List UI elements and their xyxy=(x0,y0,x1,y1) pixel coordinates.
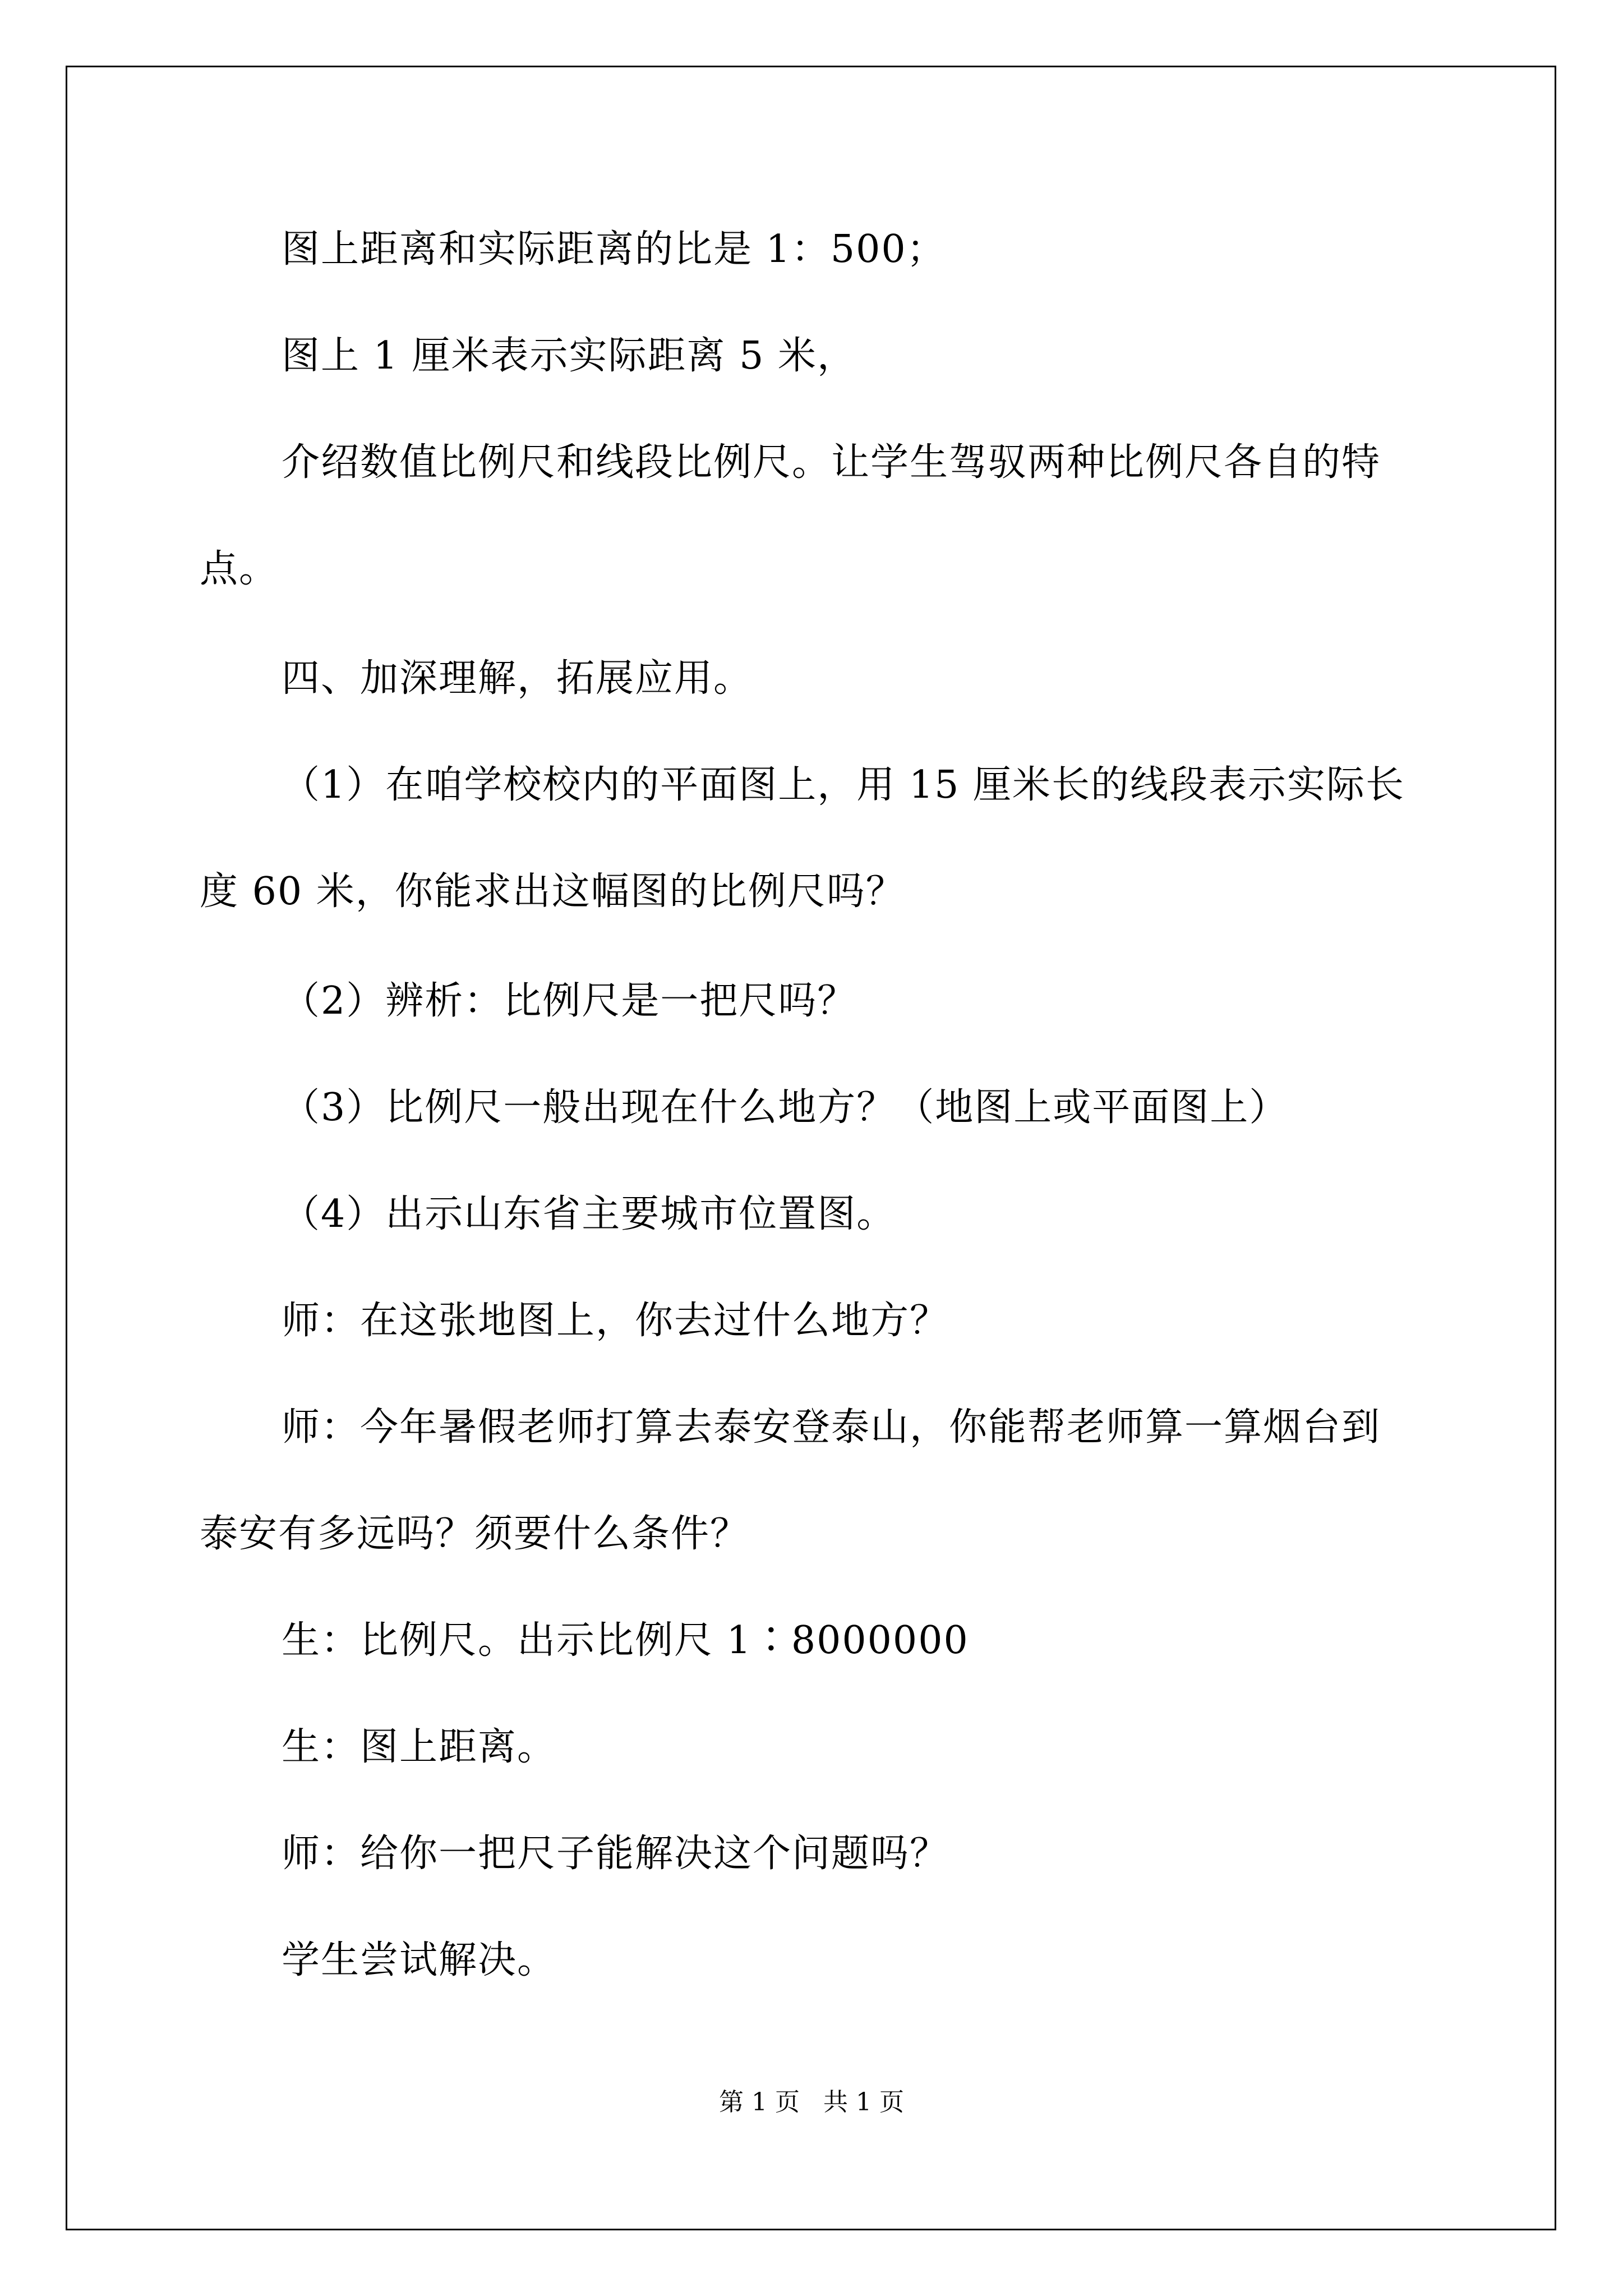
paragraph-line: 生：比例尺。出示比例尺 1∶8000000 xyxy=(282,1618,969,1663)
paragraph-line: 生：图上距离。 xyxy=(282,1725,557,1769)
paragraph-line: 介绍数值比例尺和线段比例尺。让学生驾驭两种比例尺各自的特 xyxy=(282,440,1381,485)
page-border xyxy=(66,66,1556,2230)
paragraph-line: （3）比例尺一般出现在什么地方？（地图上或平面图上） xyxy=(282,1085,1289,1130)
paragraph-line: 点。 xyxy=(200,547,279,591)
paragraph-line: （1）在咱学校校内的平面图上，用 15 厘米长的线段表示实际长 xyxy=(282,763,1405,807)
paragraph-line: （2）辨析：比例尺是一把尺吗？ xyxy=(282,979,857,1023)
paragraph-line: 学生尝试解决。 xyxy=(282,1938,557,1982)
paragraph-line: 图上距离和实际距离的比是 1：500； xyxy=(282,227,946,272)
paragraph-line: 师：今年暑假老师打算去泰安登泰山，你能帮老师算一算烟台到 xyxy=(282,1405,1381,1450)
paragraph-line: 泰安有多远吗？须要什么条件？ xyxy=(200,1512,750,1556)
paragraph-line: 图上 1 厘米表示实际距离 5 米， xyxy=(282,334,856,378)
section-heading: 四、加深理解，拓展应用。 xyxy=(282,656,753,701)
paragraph-line: 师：在这张地图上，你去过什么地方？ xyxy=(282,1299,949,1343)
page-footer: 第 1 页 共 1 页 xyxy=(719,2088,904,2116)
paragraph-line: 师：给你一把尺子能解决这个问题吗？ xyxy=(282,1832,949,1876)
paragraph-line: （4）出示山东省主要城市位置图。 xyxy=(282,1192,896,1236)
paragraph-line: 度 60 米，你能求出这幅图的比例尺吗？ xyxy=(200,869,905,914)
